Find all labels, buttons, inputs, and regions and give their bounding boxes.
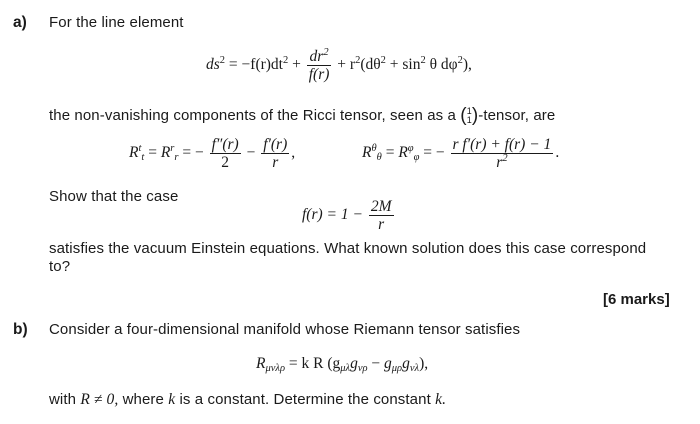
ricci-description: the non-vanishing components of the Ricci tensor, seen as a ( 1 1 )-tensor, are (49, 105, 556, 126)
part-b-label: b) (13, 321, 28, 338)
metric-fraction: $\frac{dr^2}{f(r)}$ (308, 47, 330, 83)
part-a-label: a) (13, 14, 27, 31)
metric-equation: $ds^2 = -f(r)dt^2$ + $\frac{dr^2}{f(r)}$ + $r^2(d\theta^2 + \sin^2 \theta$ $d\varphi^2$), (206, 47, 472, 83)
part-a-intro: For the line element (49, 14, 184, 31)
case-equation: f(r) = 1 − $\frac{2M}{r}$ (302, 198, 392, 233)
ricci-component-tr: $R^t_t = R^r_r$ = − $\frac{f''(r)}{2}$ − $\frac{f'(r)}{r}$ , (129, 136, 296, 171)
question-line-2: to? (49, 258, 71, 275)
part-b-final-text: with R ≠ 0, where k is a constant. Determine the constant k. (49, 391, 447, 408)
marks-label: [6 marks] (603, 291, 670, 308)
question-line-1: satisfies the vacuum Einstein equations. What known solution does this case correspond (49, 240, 647, 257)
show-text: Show that the case (49, 188, 179, 205)
riemann-equation: $R_{\mu\nu\lambda\rho} = k$ R $(g_{\mu\lambda}g_{\nu\rho} - g_{\mu\rho}g_{\nu\lambda})$, (256, 355, 429, 374)
ricci-component-angular: $R^\theta_\theta = R^\varphi_\varphi$ = − $\frac{\text{r f′(r) + f(r) − 1}}{r^2}$ . (362, 136, 560, 171)
part-b-intro: Consider a four-dimensional manifold whose Riemann tensor satisfies (49, 321, 521, 338)
